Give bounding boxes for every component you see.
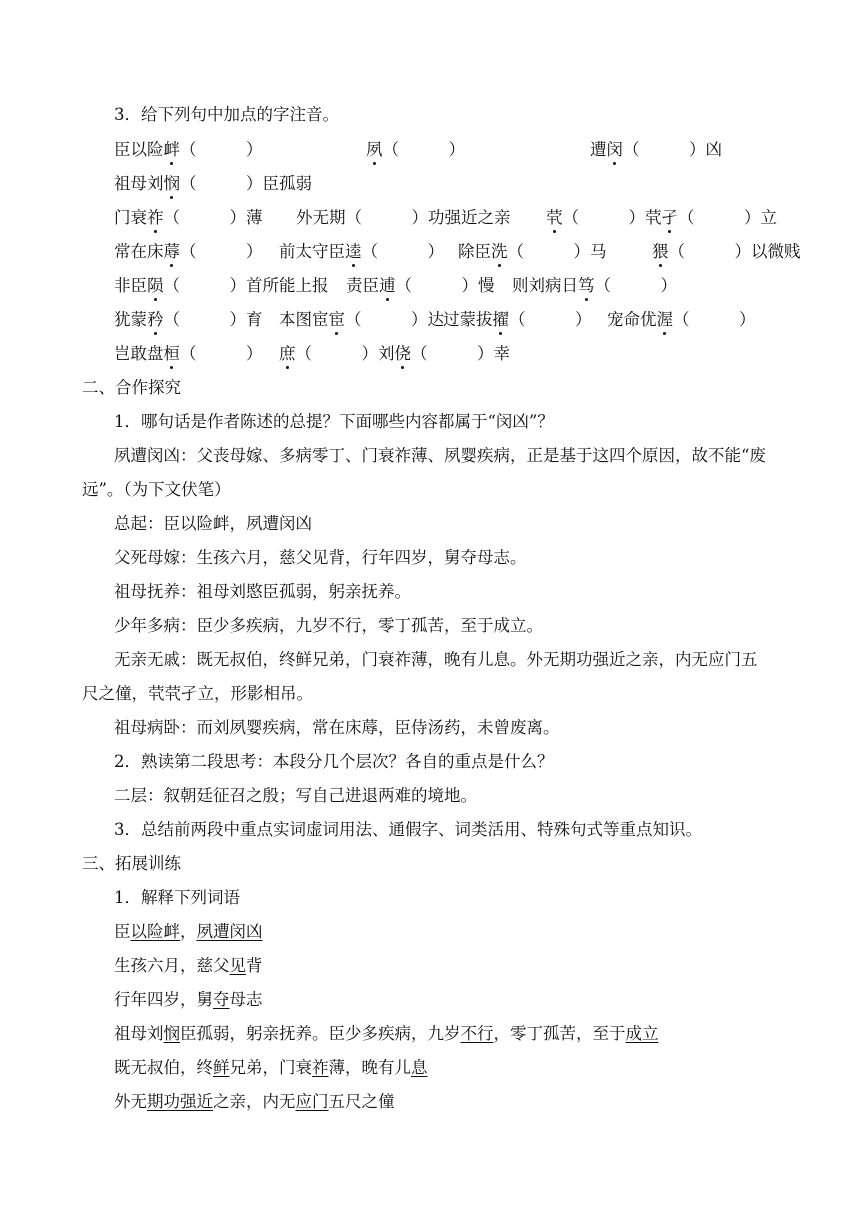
text-run: （ ） [673, 310, 756, 329]
text-run: 本图宦 [279, 310, 329, 329]
text-run: （ ）育 [163, 310, 263, 329]
text-run: 外无期 [296, 208, 346, 227]
text-run: 臣孤弱，躬亲抚养。臣少多疾病，九岁 [180, 1024, 461, 1043]
text-run: （ ）薄 [163, 208, 263, 227]
pinyin-item [114, 275, 329, 297]
text-run: 外无 [114, 1092, 147, 1111]
text-run: （ ）首所能上报 [163, 276, 329, 295]
pinyin-row-4 [0, 241, 860, 263]
text-run: （ ）立 [678, 208, 777, 227]
text-run: 臣 [114, 922, 131, 941]
text-run: 祖母刘 [114, 1024, 164, 1043]
underlined-term: 成立 [625, 1024, 659, 1043]
emphasized-character: 渥 [656, 310, 673, 329]
vocab-line [114, 1057, 428, 1079]
underlined-term: 不行 [460, 1024, 494, 1043]
emphasized-character: 猥 [652, 242, 669, 261]
text-run: 五尺之僮 [328, 1092, 395, 1111]
question-1: 1．哪句话是作者陈述的总提？下面哪些内容都属于“闵凶”？ [114, 412, 554, 431]
text-run: 则刘病日 [512, 276, 578, 295]
pinyin-item [366, 139, 465, 161]
underlined-term: 鲜 [213, 1058, 230, 1077]
section-heading-cooperative-inquiry: 二、合作探究 [82, 378, 181, 397]
text-run: 犹蒙 [114, 310, 147, 329]
text-run: （ ）茕 [562, 208, 662, 227]
emphasized-character: 桓 [163, 344, 180, 363]
section-heading-extension-training: 三、拓展训练 [82, 854, 181, 873]
text-run: ，零丁孤苦，至于 [493, 1024, 626, 1043]
father-line: 父死母嫁：生孩六月，慈父见背，行年四岁，舅夺母志。 [114, 548, 527, 567]
emphasized-character: 宦 [328, 310, 345, 329]
pinyin-item [279, 343, 510, 365]
text-run: （ ） [180, 140, 263, 159]
emphasized-character: 衅 [163, 140, 180, 159]
emphasized-character: 闵 [606, 140, 623, 159]
emphasized-character: 逋 [379, 276, 396, 295]
text-run: （ ） [382, 140, 465, 159]
text-run: （ ）刘 [295, 344, 395, 363]
underlined-term: 夺 [213, 990, 230, 1009]
text-run: （ ） [509, 310, 592, 329]
text-run: 前太守臣 [279, 242, 345, 261]
relatives-line-2: 尺之僮，茕茕孑立，形影相吊。 [82, 684, 313, 703]
emphasized-character: 蓐 [163, 242, 180, 261]
pinyin-item [346, 275, 495, 297]
vocab-line [114, 921, 263, 943]
emphasized-character: 笃 [578, 276, 595, 295]
pinyin-item [114, 139, 263, 161]
pinyin-item [114, 173, 312, 195]
text-run: （ ）以微贱 [668, 242, 801, 261]
text-run: 臣以险 [114, 140, 164, 159]
grandmother-illness-line: 祖母病卧：而刘夙婴疾病，常在床蓐，臣侍汤药，未曾废离。 [114, 718, 560, 737]
emphasized-character: 陨 [147, 276, 164, 295]
pinyin-item [279, 309, 444, 331]
summary-line: 总起：臣以险衅，夙遭闵凶 [114, 514, 312, 533]
text-run: 遭 [590, 140, 607, 159]
pinyin-item [607, 309, 756, 331]
text-run: 既无叔伯，终 [114, 1058, 213, 1077]
relatives-line-1: 无亲无戚：既无叔伯，终鲜兄弟，门衰祚薄，晚有儿息。外无期功强近之亲，内无应门五 [114, 650, 758, 669]
emphasized-character: 孑 [661, 208, 678, 227]
pinyin-item [512, 275, 677, 297]
underlined-term: 息 [411, 1058, 428, 1077]
emphasized-character: 洗 [491, 242, 508, 261]
pinyin-item [443, 309, 592, 331]
text-run: 兄弟，门衰 [229, 1058, 312, 1077]
pinyin-row-3 [0, 207, 860, 229]
emphasized-character: 侥 [394, 344, 411, 363]
text-run: 薄，晚有儿 [328, 1058, 411, 1077]
underlined-term: 见 [229, 956, 246, 975]
pinyin-item [546, 207, 777, 229]
pinyin-item [652, 241, 801, 263]
vocab-line [114, 1091, 395, 1113]
pinyin-item [114, 309, 263, 331]
underlined-term: 期功强近 [147, 1092, 213, 1111]
pinyin-row-1 [0, 139, 860, 161]
pinyin-row-6 [0, 309, 860, 331]
underlined-term: 悯 [163, 1024, 180, 1043]
vocab-line [114, 1023, 659, 1045]
text-run: 岂敢盘 [114, 344, 164, 363]
question-3: 3．总结前两段中重点实词虚词用法、通假字、词类活用、特殊句式等重点知识。 [114, 820, 702, 839]
text-run: （ ）臣孤弱 [180, 174, 312, 193]
text-run: 责臣 [346, 276, 379, 295]
text-run: 非臣 [114, 276, 147, 295]
pinyin-row-5 [0, 275, 860, 297]
text-run: 宠命优 [607, 310, 657, 329]
emphasized-character: 悯 [163, 174, 180, 193]
text-run: 过蒙拔 [443, 310, 493, 329]
answer-1-line-2: 远”。（为下文伏笔） [82, 480, 231, 499]
text-run: （ ）功强近之亲 [345, 208, 511, 227]
text-run: （ ）幸 [411, 344, 510, 363]
emphasized-character: 夙 [366, 140, 383, 159]
emphasized-character: 矜 [147, 310, 164, 329]
vocab-line [114, 989, 263, 1011]
illness-youth-line: 少年多病：臣少多疾病，九岁不行，零丁孤苦，至于成立。 [114, 616, 543, 635]
text-run: （ ）慢 [395, 276, 495, 295]
pinyin-item [114, 241, 263, 263]
pinyin-row-7 [0, 343, 860, 365]
text-run: 除臣 [458, 242, 491, 261]
text-run: 常在床 [114, 242, 164, 261]
pinyin-item [114, 343, 263, 365]
emphasized-character: 逵 [345, 242, 362, 261]
pinyin-row-2 [0, 173, 860, 195]
text-run: 背 [246, 956, 263, 975]
text-run: （ ） [361, 242, 444, 261]
emphasized-character: 庶 [279, 344, 296, 363]
text-run: 行年四岁，舅 [114, 990, 213, 1009]
text-run: （ ） [180, 344, 263, 363]
underlined-term: 以险衅 [130, 922, 180, 941]
emphasized-character: 擢 [492, 310, 509, 329]
pinyin-item [296, 207, 511, 229]
text-run: 祖母刘 [114, 174, 164, 193]
text-run: （ ） [594, 276, 677, 295]
text-run: 母志 [229, 990, 263, 1009]
text-run: 之亲，内无 [213, 1092, 296, 1111]
emphasized-character: 茕 [546, 208, 563, 227]
text-run: （ ）达 [345, 310, 444, 329]
pinyin-item [458, 241, 607, 263]
underlined-term: 夙遭闵凶 [196, 922, 263, 941]
grandmother-line: 祖母抚养：祖母刘愍臣孤弱，躬亲抚养。 [114, 582, 411, 601]
vocab-line [114, 955, 263, 977]
text-run: （ ） [180, 242, 263, 261]
text-run: （ ）马 [507, 242, 607, 261]
answer-2: 二层：叙朝廷征召之殷；写自己进退两难的境地。 [114, 786, 477, 805]
text-run: 门衰 [114, 208, 147, 227]
pinyin-exercise-heading: 3．给下列句中加点的字注音。 [114, 105, 339, 124]
pinyin-item [590, 139, 722, 161]
question-2: 2．熟读第二段思考：本段分几个层次？各自的重点是什么？ [114, 752, 554, 771]
text-run: （ ）凶 [623, 140, 722, 159]
extension-question-1: 1．解释下列词语 [114, 888, 240, 907]
pinyin-item [114, 207, 263, 229]
emphasized-character: 祚 [147, 208, 164, 227]
underlined-term: 祚 [312, 1058, 329, 1077]
text-run: 生孩六月，慈父 [114, 956, 230, 975]
text-run: ， [180, 922, 197, 941]
underlined-term: 应门 [295, 1092, 329, 1111]
answer-1-line-1: 夙遭闵凶：父丧母嫁、多病零丁、门衰祚薄、夙婴疾病，正是基于这四个原因，故不能“废 [114, 446, 766, 465]
pinyin-item [279, 241, 444, 263]
